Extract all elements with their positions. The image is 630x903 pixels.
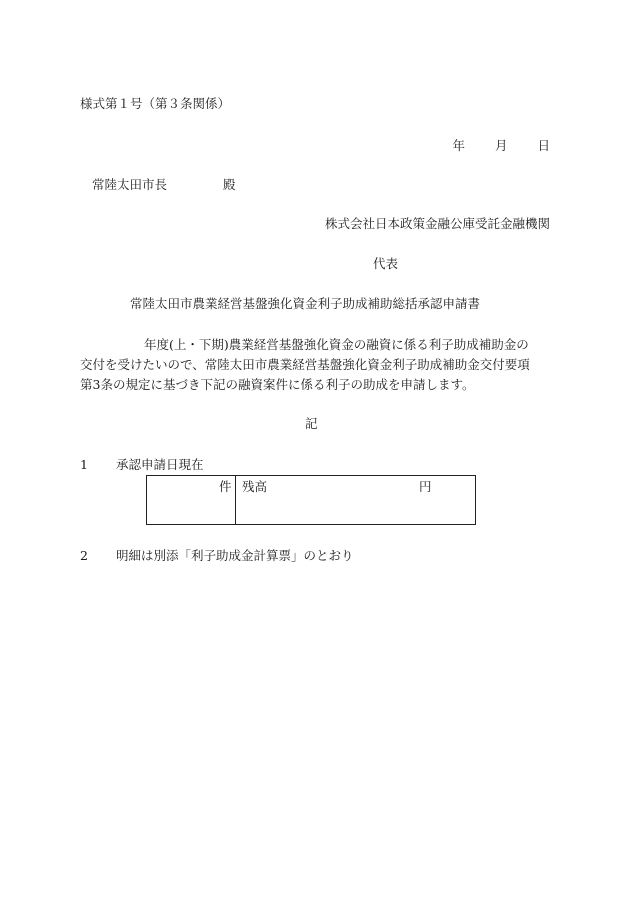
item-2 (80, 548, 354, 564)
addressee (92, 177, 236, 193)
count-unit: 件 (219, 479, 232, 494)
date-month: 月 (495, 138, 508, 153)
currency-unit: 円 (419, 479, 432, 494)
date-year: 年 (452, 138, 466, 153)
date-line (453, 138, 550, 154)
representative-label: 代表 (373, 256, 399, 271)
body-line-2: 交付を受けたいので、常陸太田市農業経営基盤強化資金利子助成補助金交付要項 (80, 357, 530, 372)
item-1 (80, 457, 204, 473)
item-1-label: 承認申請日現在 (116, 457, 204, 472)
body-line-1: 年度(上・下期)農業経営基盤強化資金の融資に係る利子助成補助金の (144, 337, 529, 352)
addressee-name: 常陸太田市長 (92, 177, 168, 192)
balance-label: 残高 (242, 479, 268, 494)
body-line-3: 第3条の規定に基づき下記の融資案件に係る利子の助成を申請します。 (80, 377, 475, 392)
institution-name: 株式会社日本政策金融公庫受託金融機関 (324, 216, 550, 231)
ki-heading: 記 (305, 416, 318, 431)
item-2-label: 明細は別添「利子助成金計算票」のとおり (116, 548, 354, 563)
item-2-number: 2 (80, 548, 88, 563)
form-label: 様式第１号（第３条関係） (80, 96, 231, 111)
addressee-honorific: 殿 (223, 177, 236, 192)
document-title: 常陸太田市農業経営基盤強化資金利子助成補助総括承認申請書 (130, 296, 481, 311)
table-divider (235, 476, 236, 524)
date-day: 日 (537, 138, 550, 153)
body-text (80, 335, 550, 395)
item-1-number: 1 (80, 457, 88, 472)
summary-table (146, 475, 476, 525)
